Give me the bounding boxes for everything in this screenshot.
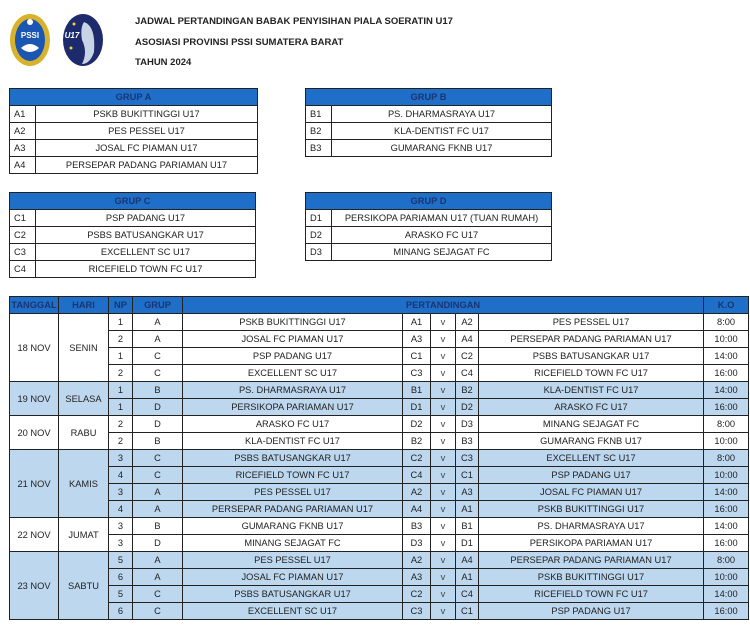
away-team: KLA-DENTIST FC U17: [479, 382, 704, 399]
match-group: A: [133, 501, 183, 518]
away-team: PES PESSEL U17: [479, 314, 704, 331]
kickoff-time: 14:00: [704, 348, 749, 365]
away-team: PSBS BATUSANGKAR U17: [479, 348, 704, 365]
group-a-table: [9, 88, 258, 174]
home-team: JOSAL FC PIAMAN U17: [183, 331, 403, 348]
team-name: PS. DHARMASRAYA U17: [332, 106, 552, 123]
kickoff-time: 14:00: [704, 382, 749, 399]
match-row: [10, 314, 749, 331]
kickoff-time: 10:00: [704, 331, 749, 348]
match-row: [10, 450, 749, 467]
away-team: PSKB BUKITTINGGI U17: [479, 569, 704, 586]
home-team: PSP PADANG U17: [183, 348, 403, 365]
document-title: JADWAL PERTANDINGAN BABAK PENYISIHAN PIALA SOERATIN U17: [135, 16, 453, 27]
away-team: MINANG SEJAGAT FC: [479, 416, 704, 433]
group-team-row: [10, 123, 258, 140]
group-team-row: [10, 244, 256, 261]
match-day: KAMIS: [59, 450, 109, 518]
kickoff-time: 10:00: [704, 467, 749, 484]
match-np: 5: [109, 552, 133, 569]
group-team-row: [306, 210, 552, 227]
group-team-row: [10, 106, 258, 123]
header-hari: HARI: [59, 297, 109, 314]
match-row: [10, 467, 749, 484]
svg-text:PSSI: PSSI: [20, 31, 40, 40]
home-team: EXCELLENT SC U17: [183, 365, 403, 382]
match-np: 2: [109, 433, 133, 450]
match-group: A: [133, 314, 183, 331]
group-b-table: [305, 88, 552, 157]
team-name: PSKB BUKITTINGGI U17: [36, 106, 258, 123]
kickoff-time: 8:00: [704, 552, 749, 569]
away-code: A2: [456, 314, 479, 331]
group-team-row: [306, 123, 552, 140]
away-code: A3: [456, 484, 479, 501]
header-np: NP: [109, 297, 133, 314]
match-row: [10, 586, 749, 603]
versus-label: v: [431, 535, 456, 552]
group-title: GRUP D: [306, 193, 552, 210]
match-np: 3: [109, 518, 133, 535]
team-code: C4: [10, 261, 36, 278]
team-code: B3: [306, 140, 332, 157]
versus-label: v: [431, 467, 456, 484]
match-date: 21 NOV: [10, 450, 59, 518]
group-team-row: [306, 106, 552, 123]
match-group: A: [133, 484, 183, 501]
match-np: 3: [109, 450, 133, 467]
header-ko: K.O: [704, 297, 749, 314]
year-label: TAHUN 2024: [135, 57, 192, 68]
kickoff-time: 16:00: [704, 399, 749, 416]
home-code: A4: [403, 501, 431, 518]
group-team-row: [10, 140, 258, 157]
match-group: C: [133, 603, 183, 620]
team-code: C2: [10, 227, 36, 244]
match-row: [10, 603, 749, 620]
home-team: PS. DHARMASRAYA U17: [183, 382, 403, 399]
team-code: B1: [306, 106, 332, 123]
group-c-table: [9, 192, 256, 278]
match-day: JUMAT: [59, 518, 109, 552]
home-code: A2: [403, 552, 431, 569]
away-team: PS. DHARMASRAYA U17: [479, 518, 704, 535]
match-np: 1: [109, 314, 133, 331]
team-name: GUMARANG FKNB U17: [332, 140, 552, 157]
group-title: GRUP A: [10, 89, 258, 106]
match-day: SELASA: [59, 382, 109, 416]
match-np: 6: [109, 569, 133, 586]
away-team: EXCELLENT SC U17: [479, 450, 704, 467]
kickoff-time: 10:00: [704, 433, 749, 450]
match-group: B: [133, 433, 183, 450]
away-code: D3: [456, 416, 479, 433]
versus-label: v: [431, 569, 456, 586]
kickoff-time: 16:00: [704, 603, 749, 620]
header-grup: GRUP: [133, 297, 183, 314]
match-group: D: [133, 535, 183, 552]
versus-label: v: [431, 314, 456, 331]
home-team: EXCELLENT SC U17: [183, 603, 403, 620]
away-team: PSP PADANG U17: [479, 603, 704, 620]
kickoff-time: 14:00: [704, 518, 749, 535]
match-np: 2: [109, 365, 133, 382]
home-code: A3: [403, 331, 431, 348]
group-team-row: [306, 140, 552, 157]
group-d-table: [305, 192, 552, 261]
match-date: 20 NOV: [10, 416, 59, 450]
match-group: B: [133, 518, 183, 535]
away-team: JOSAL FC PIAMAN U17: [479, 484, 704, 501]
group-team-row: [10, 210, 256, 227]
team-name: JOSAL FC PIAMAN U17: [36, 140, 258, 157]
versus-label: v: [431, 399, 456, 416]
match-date: 19 NOV: [10, 382, 59, 416]
match-date: 23 NOV: [10, 552, 59, 620]
versus-label: v: [431, 484, 456, 501]
home-team: PES PESSEL U17: [183, 552, 403, 569]
away-code: C3: [456, 450, 479, 467]
versus-label: v: [431, 382, 456, 399]
home-team: PSBS BATUSANGKAR U17: [183, 586, 403, 603]
match-row: [10, 484, 749, 501]
kickoff-time: 16:00: [704, 365, 749, 382]
match-np: 4: [109, 501, 133, 518]
team-code: D3: [306, 244, 332, 261]
match-np: 1: [109, 348, 133, 365]
versus-label: v: [431, 450, 456, 467]
home-team: PSKB BUKITTINGGI U17: [183, 314, 403, 331]
away-code: A4: [456, 552, 479, 569]
match-np: 4: [109, 467, 133, 484]
versus-label: v: [431, 501, 456, 518]
match-date: 22 NOV: [10, 518, 59, 552]
away-code: D2: [456, 399, 479, 416]
team-code: A4: [10, 157, 36, 174]
organization-name: ASOSIASI PROVINSI PSSI SUMATERA BARAT: [135, 37, 344, 48]
away-team: ARASKO FC U17: [479, 399, 704, 416]
home-team: RICEFIELD TOWN FC U17: [183, 467, 403, 484]
home-team: PES PESSEL U17: [183, 484, 403, 501]
away-team: PERSIKOPA PARIAMAN U17: [479, 535, 704, 552]
team-code: C3: [10, 244, 36, 261]
team-name: MINANG SEJAGAT FC: [332, 244, 552, 261]
away-code: C4: [456, 365, 479, 382]
group-title: GRUP B: [306, 89, 552, 106]
away-code: A1: [456, 569, 479, 586]
match-np: 1: [109, 399, 133, 416]
kickoff-time: 8:00: [704, 416, 749, 433]
u17-logo: [62, 12, 104, 68]
match-group: C: [133, 586, 183, 603]
home-code: A3: [403, 569, 431, 586]
away-code: C1: [456, 603, 479, 620]
away-code: B3: [456, 433, 479, 450]
versus-label: v: [431, 365, 456, 382]
kickoff-time: 16:00: [704, 535, 749, 552]
home-code: C2: [403, 586, 431, 603]
team-code: A1: [10, 106, 36, 123]
match-np: 3: [109, 484, 133, 501]
match-day: SENIN: [59, 314, 109, 382]
match-np: 2: [109, 416, 133, 433]
team-code: C1: [10, 210, 36, 227]
match-row: [10, 399, 749, 416]
team-code: A2: [10, 123, 36, 140]
header-pertandingan: PERTANDINGAN: [183, 297, 704, 314]
home-code: C3: [403, 603, 431, 620]
home-team: JOSAL FC PIAMAN U17: [183, 569, 403, 586]
schedule-table: [9, 296, 749, 620]
away-team: RICEFIELD TOWN FC U17: [479, 365, 704, 382]
match-group: D: [133, 416, 183, 433]
group-team-row: [10, 157, 258, 174]
group-team-row: [306, 227, 552, 244]
svg-text:U17: U17: [64, 31, 80, 40]
team-code: B2: [306, 123, 332, 140]
away-team: GUMARANG FKNB U17: [479, 433, 704, 450]
home-code: C3: [403, 365, 431, 382]
match-row: [10, 569, 749, 586]
versus-label: v: [431, 433, 456, 450]
group-team-row: [10, 261, 256, 278]
team-code: D2: [306, 227, 332, 244]
match-group: C: [133, 348, 183, 365]
match-row: [10, 365, 749, 382]
team-name: KLA-DENTIST FC U17: [332, 123, 552, 140]
away-code: C2: [456, 348, 479, 365]
home-code: B2: [403, 433, 431, 450]
home-code: C1: [403, 348, 431, 365]
match-group: C: [133, 450, 183, 467]
team-code: A3: [10, 140, 36, 157]
group-title: GRUP C: [10, 193, 256, 210]
match-row: [10, 331, 749, 348]
kickoff-time: 16:00: [704, 501, 749, 518]
away-code: C1: [456, 467, 479, 484]
match-group: B: [133, 382, 183, 399]
versus-label: v: [431, 518, 456, 535]
team-code: D1: [306, 210, 332, 227]
group-team-row: [306, 244, 552, 261]
away-code: A1: [456, 501, 479, 518]
match-row: [10, 501, 749, 518]
home-team: PSBS BATUSANGKAR U17: [183, 450, 403, 467]
match-group: A: [133, 331, 183, 348]
match-np: 6: [109, 603, 133, 620]
team-name: PSBS BATUSANGKAR U17: [36, 227, 256, 244]
home-team: PERSEPAR PADANG PARIAMAN U17: [183, 501, 403, 518]
team-name: EXCELLENT SC U17: [36, 244, 256, 261]
team-name: PSP PADANG U17: [36, 210, 256, 227]
away-code: B1: [456, 518, 479, 535]
home-code: B3: [403, 518, 431, 535]
match-np: 1: [109, 382, 133, 399]
versus-label: v: [431, 331, 456, 348]
match-np: 2: [109, 331, 133, 348]
versus-label: v: [431, 586, 456, 603]
match-np: 3: [109, 535, 133, 552]
kickoff-time: 8:00: [704, 450, 749, 467]
away-team: PSKB BUKITTINGGI U17: [479, 501, 704, 518]
versus-label: v: [431, 552, 456, 569]
match-np: 5: [109, 586, 133, 603]
home-team: GUMARANG FKNB U17: [183, 518, 403, 535]
away-team: PERSEPAR PADANG PARIAMAN U17: [479, 331, 704, 348]
match-group: C: [133, 365, 183, 382]
team-name: RICEFIELD TOWN FC U17: [36, 261, 256, 278]
away-code: C4: [456, 586, 479, 603]
header-tanggal: TANGGAL: [10, 297, 59, 314]
home-code: C2: [403, 450, 431, 467]
group-team-row: [10, 227, 256, 244]
team-name: PES PESSEL U17: [36, 123, 258, 140]
match-row: [10, 535, 749, 552]
match-row: [10, 518, 749, 535]
home-code: A2: [403, 484, 431, 501]
home-team: PERSIKOPA PARIAMAN U17: [183, 399, 403, 416]
home-code: D1: [403, 399, 431, 416]
team-name: PERSIKOPA PARIAMAN U17 (TUAN RUMAH): [332, 210, 552, 227]
match-row: [10, 382, 749, 399]
match-day: SABTU: [59, 552, 109, 620]
match-day: RABU: [59, 416, 109, 450]
away-team: PERSEPAR PADANG PARIAMAN U17: [479, 552, 704, 569]
match-group: C: [133, 467, 183, 484]
match-row: [10, 433, 749, 450]
match-row: [10, 348, 749, 365]
match-group: A: [133, 552, 183, 569]
kickoff-time: 8:00: [704, 314, 749, 331]
kickoff-time: 14:00: [704, 586, 749, 603]
team-name: ARASKO FC U17: [332, 227, 552, 244]
versus-label: v: [431, 603, 456, 620]
team-name: PERSEPAR PADANG PARIAMAN U17: [36, 157, 258, 174]
pssi-logo: [9, 12, 51, 68]
away-code: A4: [456, 331, 479, 348]
home-code: D3: [403, 535, 431, 552]
match-date: 18 NOV: [10, 314, 59, 382]
away-code: B2: [456, 382, 479, 399]
home-team: MINANG SEJAGAT FC: [183, 535, 403, 552]
away-code: D1: [456, 535, 479, 552]
away-team: RICEFIELD TOWN FC U17: [479, 586, 704, 603]
home-code: B1: [403, 382, 431, 399]
home-team: KLA-DENTIST FC U17: [183, 433, 403, 450]
versus-label: v: [431, 348, 456, 365]
kickoff-time: 10:00: [704, 569, 749, 586]
home-team: ARASKO FC U17: [183, 416, 403, 433]
match-row: [10, 416, 749, 433]
match-group: A: [133, 569, 183, 586]
home-code: C4: [403, 467, 431, 484]
home-code: D2: [403, 416, 431, 433]
away-team: PSP PADANG U17: [479, 467, 704, 484]
versus-label: v: [431, 416, 456, 433]
match-group: D: [133, 399, 183, 416]
home-code: A1: [403, 314, 431, 331]
kickoff-time: 14:00: [704, 484, 749, 501]
match-row: [10, 552, 749, 569]
